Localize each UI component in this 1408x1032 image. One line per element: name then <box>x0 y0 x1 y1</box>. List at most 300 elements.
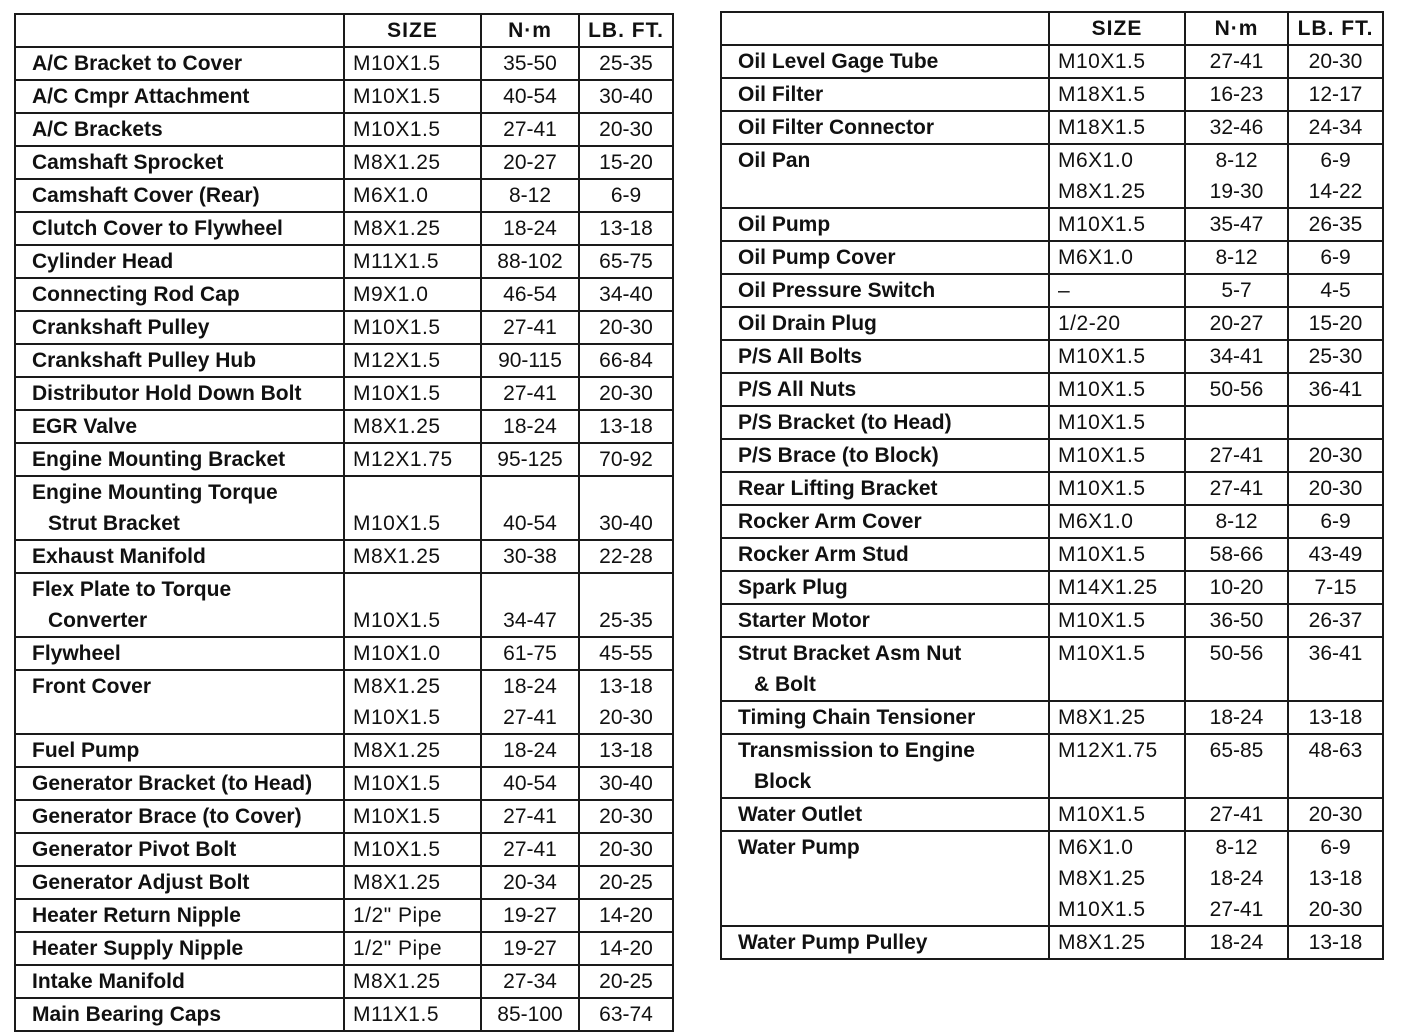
table-row <box>721 637 1383 701</box>
size-cell <box>344 410 481 443</box>
nm-cell <box>1185 831 1288 926</box>
table-body-left <box>15 47 673 1031</box>
size-cell <box>344 800 481 833</box>
lbft-value: 48-63 <box>1308 739 1363 762</box>
table-row <box>721 472 1383 505</box>
lbft-cell <box>579 344 673 377</box>
table-row <box>15 833 673 866</box>
fastener-name: Spark Plug <box>738 576 848 599</box>
lbft-value: 30-40 <box>599 512 653 535</box>
size-cell <box>344 734 481 767</box>
nm-value: 8-12 <box>1215 836 1258 859</box>
nm-value: 27-34 <box>503 970 557 993</box>
size-cell <box>1049 307 1185 340</box>
lbft-value: 6-9 <box>610 184 642 207</box>
nm-value: 18-24 <box>1209 931 1264 954</box>
lbft-cell <box>579 767 673 800</box>
nm-value: 10-20 <box>1209 576 1264 599</box>
fastener-name-cell <box>15 113 344 146</box>
lbft-value: 25-30 <box>1308 345 1363 368</box>
fastener-name: Camshaft Cover (Rear) <box>32 184 260 207</box>
nm-value: 90-115 <box>498 349 562 372</box>
size-value: M6X1.0 <box>1058 149 1134 172</box>
nm-value: 30-38 <box>503 545 557 568</box>
lbft-value: 20-30 <box>599 706 653 729</box>
lbft-cell <box>1288 373 1383 406</box>
fastener-name: Water Pump Pulley <box>738 931 928 954</box>
size-value: M8X1.25 <box>353 970 441 993</box>
table-header-row <box>721 12 1383 45</box>
lbft-cell <box>579 410 673 443</box>
nm-cell <box>481 443 579 476</box>
fastener-name: Camshaft Sprocket <box>32 151 224 174</box>
nm-cell <box>1185 926 1288 959</box>
table-row <box>15 573 673 637</box>
size-cell <box>344 344 481 377</box>
lbft-value: 65-75 <box>599 250 653 273</box>
size-value: M6X1.0 <box>1058 246 1134 269</box>
nm-cell <box>1185 373 1288 406</box>
fastener-name-cell <box>15 410 344 443</box>
table-row <box>721 926 1383 959</box>
nm-cell <box>1185 111 1288 144</box>
size-value: M12X1.75 <box>353 448 453 471</box>
lbft-value: 20-30 <box>599 316 653 339</box>
fastener-name: Flex Plate to Torque <box>32 578 232 601</box>
fastener-name-cell <box>15 540 344 573</box>
size-value: M8X1.25 <box>1058 931 1146 954</box>
nm-value: 27-41 <box>503 316 557 339</box>
nm-cell <box>1185 208 1288 241</box>
fastener-name-cell <box>721 571 1049 604</box>
size-cell <box>344 540 481 573</box>
fastener-name-cell <box>721 340 1049 373</box>
nm-cell <box>481 344 579 377</box>
fastener-name: P/S Brace (to Block) <box>738 444 939 467</box>
fastener-name: Rear Lifting Bracket <box>738 477 938 500</box>
lbft-column-header: LB. FT. <box>1288 12 1383 45</box>
lbft-cell <box>1288 472 1383 505</box>
size-cell <box>344 113 481 146</box>
table-row <box>721 505 1383 538</box>
table-row <box>721 307 1383 340</box>
nm-cell <box>481 146 579 179</box>
size-value: M8X1.25 <box>353 151 441 174</box>
lbft-value: 26-37 <box>1308 609 1363 632</box>
size-value: M14X1.25 <box>1058 576 1158 599</box>
nm-value: 8-12 <box>1215 149 1258 172</box>
fastener-name: Oil Drain Plug <box>738 312 877 335</box>
fastener-name: Crankshaft Pulley <box>32 316 210 339</box>
table-row <box>721 439 1383 472</box>
size-value: M10X1.5 <box>353 52 441 75</box>
lbft-value: 6-9 <box>1320 246 1351 269</box>
size-value: M10X1.5 <box>1058 345 1146 368</box>
lbft-value: 4-5 <box>1320 279 1351 302</box>
table-row <box>721 734 1383 798</box>
lbft-value: 45-55 <box>599 642 653 665</box>
fastener-name: Distributor Hold Down Bolt <box>32 382 302 405</box>
fastener-name-cell <box>721 472 1049 505</box>
size-value: 1/2" Pipe <box>353 904 443 927</box>
nm-value: 27-41 <box>1209 477 1264 500</box>
size-value: M10X1.5 <box>1058 642 1146 665</box>
table-row <box>15 278 673 311</box>
lbft-value: 13-18 <box>599 217 653 240</box>
nm-cell <box>481 47 579 80</box>
size-value: M10X1.5 <box>1058 213 1146 236</box>
fastener-name-cell <box>721 45 1049 78</box>
fastener-name-cell <box>721 406 1049 439</box>
size-cell <box>1049 241 1185 274</box>
nm-cell <box>481 540 579 573</box>
fastener-name-cell <box>15 899 344 932</box>
nm-cell <box>481 866 579 899</box>
nm-value: 19-30 <box>1209 180 1264 203</box>
nm-cell <box>481 670 579 734</box>
fastener-name: Intake Manifold <box>32 970 185 993</box>
size-cell <box>1049 604 1185 637</box>
size-value: M8X1.25 <box>1058 180 1146 203</box>
nm-cell <box>1185 307 1288 340</box>
nm-cell <box>481 245 579 278</box>
fastener-name-cell <box>15 377 344 410</box>
size-value: M8X1.25 <box>353 739 441 762</box>
lbft-value: 30-40 <box>599 85 653 108</box>
nm-cell <box>1185 472 1288 505</box>
size-value: M10X1.5 <box>1058 477 1146 500</box>
nm-value: 35-47 <box>1209 213 1264 236</box>
table-row <box>721 538 1383 571</box>
fastener-name-cell <box>721 78 1049 111</box>
nm-value: 8-12 <box>1215 246 1258 269</box>
fastener-name-cell <box>15 212 344 245</box>
size-cell <box>1049 208 1185 241</box>
nm-cell <box>1185 406 1288 439</box>
nm-value: 50-56 <box>1209 378 1264 401</box>
nm-value: 18-24 <box>1209 867 1264 890</box>
fastener-name: Oil Level Gage Tube <box>738 50 939 73</box>
lbft-cell <box>579 443 673 476</box>
nm-cell <box>481 212 579 245</box>
fastener-name-cell <box>721 144 1049 208</box>
fastener-name-cell <box>15 47 344 80</box>
lbft-cell <box>579 670 673 734</box>
fastener-name-cell <box>721 439 1049 472</box>
nm-value: 20-34 <box>503 871 557 894</box>
fastener-name: Oil Pump Cover <box>738 246 896 269</box>
fastener-name-cell <box>15 245 344 278</box>
lbft-cell <box>579 377 673 410</box>
nm-value: 27-41 <box>1209 444 1264 467</box>
lbft-value: 12-17 <box>1308 83 1363 106</box>
table-row <box>721 701 1383 734</box>
lbft-cell <box>579 932 673 965</box>
nm-cell <box>481 899 579 932</box>
fastener-name-cell <box>15 932 344 965</box>
size-value: M10X1.5 <box>353 118 441 141</box>
nm-value: 40-54 <box>503 512 557 535</box>
size-value: M11X1.5 <box>353 1003 439 1026</box>
size-cell <box>344 179 481 212</box>
nm-value: 27-41 <box>503 838 557 861</box>
size-value: M18X1.5 <box>1058 83 1146 106</box>
size-cell <box>344 377 481 410</box>
size-cell <box>344 245 481 278</box>
table-row <box>721 274 1383 307</box>
size-value: M8X1.25 <box>353 871 441 894</box>
size-cell <box>1049 111 1185 144</box>
lbft-cell <box>1288 734 1383 798</box>
lbft-cell <box>579 245 673 278</box>
fastener-name-cell <box>15 311 344 344</box>
nm-cell <box>1185 734 1288 798</box>
fastener-name: Oil Pan <box>738 149 811 172</box>
nm-value: 18-24 <box>503 739 557 762</box>
lbft-cell <box>1288 241 1383 274</box>
table-row <box>15 800 673 833</box>
size-value: M10X1.0 <box>353 642 441 665</box>
nm-value: 19-27 <box>503 904 557 927</box>
lbft-value: 34-40 <box>599 283 653 306</box>
lbft-column-header: LB. FT. <box>579 14 673 47</box>
nm-cell <box>1185 439 1288 472</box>
lbft-cell <box>1288 571 1383 604</box>
size-column-header: SIZE <box>1049 12 1185 45</box>
size-cell <box>344 767 481 800</box>
fastener-name-cell <box>721 274 1049 307</box>
fastener-name-cell <box>15 573 344 637</box>
size-cell <box>1049 926 1185 959</box>
fastener-name-cell <box>721 637 1049 701</box>
nm-value: 18-24 <box>503 415 557 438</box>
size-value: M6X1.0 <box>1058 836 1134 859</box>
nm-cell <box>481 734 579 767</box>
lbft-cell <box>1288 831 1383 926</box>
fastener-name: A/C Cmpr Attachment <box>32 85 250 108</box>
fastener-name-cell <box>15 767 344 800</box>
lbft-cell <box>579 540 673 573</box>
size-value: M6X1.0 <box>1058 510 1134 533</box>
size-cell <box>344 476 481 540</box>
lbft-cell <box>579 476 673 540</box>
fastener-name: Strut Bracket <box>48 512 180 535</box>
lbft-cell <box>1288 505 1383 538</box>
size-value: – <box>1058 279 1071 302</box>
lbft-value: 20-30 <box>1308 444 1363 467</box>
lbft-cell <box>1288 538 1383 571</box>
lbft-cell <box>579 734 673 767</box>
nm-cell <box>1185 798 1288 831</box>
lbft-value: 13-18 <box>599 415 653 438</box>
fastener-name: Water Outlet <box>738 803 863 826</box>
nm-value: 95-125 <box>497 448 563 471</box>
size-value: M8X1.25 <box>353 217 441 240</box>
table-row <box>15 377 673 410</box>
lbft-cell <box>1288 406 1383 439</box>
fastener-column-header <box>15 14 344 47</box>
size-value: M18X1.5 <box>1058 116 1146 139</box>
fastener-name-cell <box>15 734 344 767</box>
lbft-value: 15-20 <box>1308 312 1363 335</box>
nm-value: 27-41 <box>1209 50 1264 73</box>
size-cell <box>344 443 481 476</box>
size-value: M10X1.5 <box>353 805 441 828</box>
nm-value: 50-56 <box>1209 642 1264 665</box>
lbft-cell <box>1288 144 1383 208</box>
lbft-value: 26-35 <box>1308 213 1363 236</box>
size-value: M8X1.25 <box>1058 867 1146 890</box>
fastener-name-cell <box>721 307 1049 340</box>
lbft-value: 15-20 <box>599 151 653 174</box>
size-cell <box>344 965 481 998</box>
size-cell <box>1049 571 1185 604</box>
fastener-name: Engine Mounting Bracket <box>32 448 286 471</box>
nm-value: 27-41 <box>503 118 557 141</box>
fastener-name: Crankshaft Pulley Hub <box>32 349 257 372</box>
size-value: M10X1.5 <box>353 512 441 535</box>
table-row <box>721 406 1383 439</box>
lbft-value: 20-30 <box>599 382 653 405</box>
nm-cell <box>481 179 579 212</box>
size-cell <box>1049 340 1185 373</box>
table-row <box>15 443 673 476</box>
fastener-name-cell <box>15 344 344 377</box>
size-cell <box>1049 406 1185 439</box>
table-row <box>15 47 673 80</box>
nm-value: 27-41 <box>1209 898 1264 921</box>
table-row <box>15 932 673 965</box>
size-value: M10X1.5 <box>353 706 441 729</box>
fastener-name-cell <box>721 798 1049 831</box>
lbft-value <box>1295 407 1376 438</box>
lbft-cell <box>1288 604 1383 637</box>
nm-value: 35-50 <box>503 52 557 75</box>
fastener-name-cell <box>15 670 344 734</box>
table-row <box>15 80 673 113</box>
size-cell <box>1049 505 1185 538</box>
nm-value: 46-54 <box>503 283 557 306</box>
fastener-name: Flywheel <box>32 642 121 665</box>
lbft-cell <box>1288 798 1383 831</box>
size-value: M10X1.5 <box>353 609 441 632</box>
nm-value: 58-66 <box>1209 543 1264 566</box>
lbft-value: 6-9 <box>1320 510 1351 533</box>
table-row <box>15 113 673 146</box>
table-row <box>15 965 673 998</box>
fastener-name-cell <box>15 80 344 113</box>
nm-value <box>1192 407 1281 438</box>
fastener-name: Connecting Rod Cap <box>32 283 240 306</box>
table-row <box>15 899 673 932</box>
nm-value: 36-50 <box>1209 609 1264 632</box>
table-row <box>721 111 1383 144</box>
size-cell <box>344 637 481 670</box>
table-row <box>15 344 673 377</box>
nm-value: 40-54 <box>503 85 557 108</box>
size-cell <box>1049 831 1185 926</box>
size-cell <box>1049 439 1185 472</box>
fastener-column-header <box>721 12 1049 45</box>
size-cell <box>1049 144 1185 208</box>
table-row <box>721 831 1383 926</box>
size-value: M12X1.5 <box>353 349 441 372</box>
nm-value: 20-27 <box>503 151 557 174</box>
lbft-cell <box>579 179 673 212</box>
size-value: M10X1.5 <box>1058 411 1146 434</box>
nm-cell <box>481 113 579 146</box>
size-value: M10X1.5 <box>1058 543 1146 566</box>
fastener-name: Starter Motor <box>738 609 870 632</box>
torque-table-right <box>720 11 1384 960</box>
size-column-header: SIZE <box>344 14 481 47</box>
lbft-cell <box>579 146 673 179</box>
lbft-cell <box>579 573 673 637</box>
lbft-value: 6-9 <box>1320 149 1351 172</box>
lbft-cell <box>1288 926 1383 959</box>
size-value: M8X1.25 <box>353 675 441 698</box>
size-value: M10X1.5 <box>353 85 441 108</box>
size-value: M9X1.0 <box>353 283 429 306</box>
nm-cell <box>481 998 579 1031</box>
lbft-value: 36-41 <box>1308 642 1363 665</box>
fastener-name: Rocker Arm Stud <box>738 543 909 566</box>
size-cell <box>1049 78 1185 111</box>
lbft-cell <box>579 311 673 344</box>
table-row <box>15 734 673 767</box>
table-row <box>721 571 1383 604</box>
fastener-name-cell <box>15 637 344 670</box>
fastener-name: Generator Bracket (to Head) <box>32 772 313 795</box>
lbft-value: 25-35 <box>599 52 653 75</box>
size-cell <box>1049 701 1185 734</box>
nm-cell <box>481 932 579 965</box>
size-cell <box>1049 538 1185 571</box>
table-row <box>15 637 673 670</box>
size-cell <box>344 670 481 734</box>
lbft-value: 13-18 <box>1308 931 1363 954</box>
size-value: 1/2" Pipe <box>353 937 443 960</box>
lbft-cell <box>579 637 673 670</box>
size-cell <box>1049 45 1185 78</box>
fastener-name: Generator Brace (to Cover) <box>32 805 302 828</box>
table-row <box>721 241 1383 274</box>
size-value: M10X1.5 <box>353 316 441 339</box>
lbft-cell <box>579 278 673 311</box>
size-value: M8X1.25 <box>353 545 441 568</box>
size-cell <box>1049 798 1185 831</box>
fastener-name: P/S All Nuts <box>738 378 857 401</box>
fastener-name: & Bolt <box>754 673 816 696</box>
nm-value: 65-85 <box>1209 739 1264 762</box>
size-cell <box>344 573 481 637</box>
fastener-name: Oil Filter Connector <box>738 116 935 139</box>
lbft-value: 20-25 <box>599 871 653 894</box>
lbft-cell <box>579 899 673 932</box>
table-row <box>721 340 1383 373</box>
nm-value: 5-7 <box>1221 279 1252 302</box>
lbft-cell <box>579 866 673 899</box>
size-cell <box>344 899 481 932</box>
nm-cell <box>481 80 579 113</box>
lbft-cell <box>579 800 673 833</box>
fastener-name-cell <box>15 278 344 311</box>
table-row <box>15 410 673 443</box>
lbft-value: 6-9 <box>1320 836 1351 859</box>
lbft-value: 70-92 <box>599 448 653 471</box>
lbft-value: 20-30 <box>599 805 653 828</box>
fastener-name: Oil Filter <box>738 83 824 106</box>
